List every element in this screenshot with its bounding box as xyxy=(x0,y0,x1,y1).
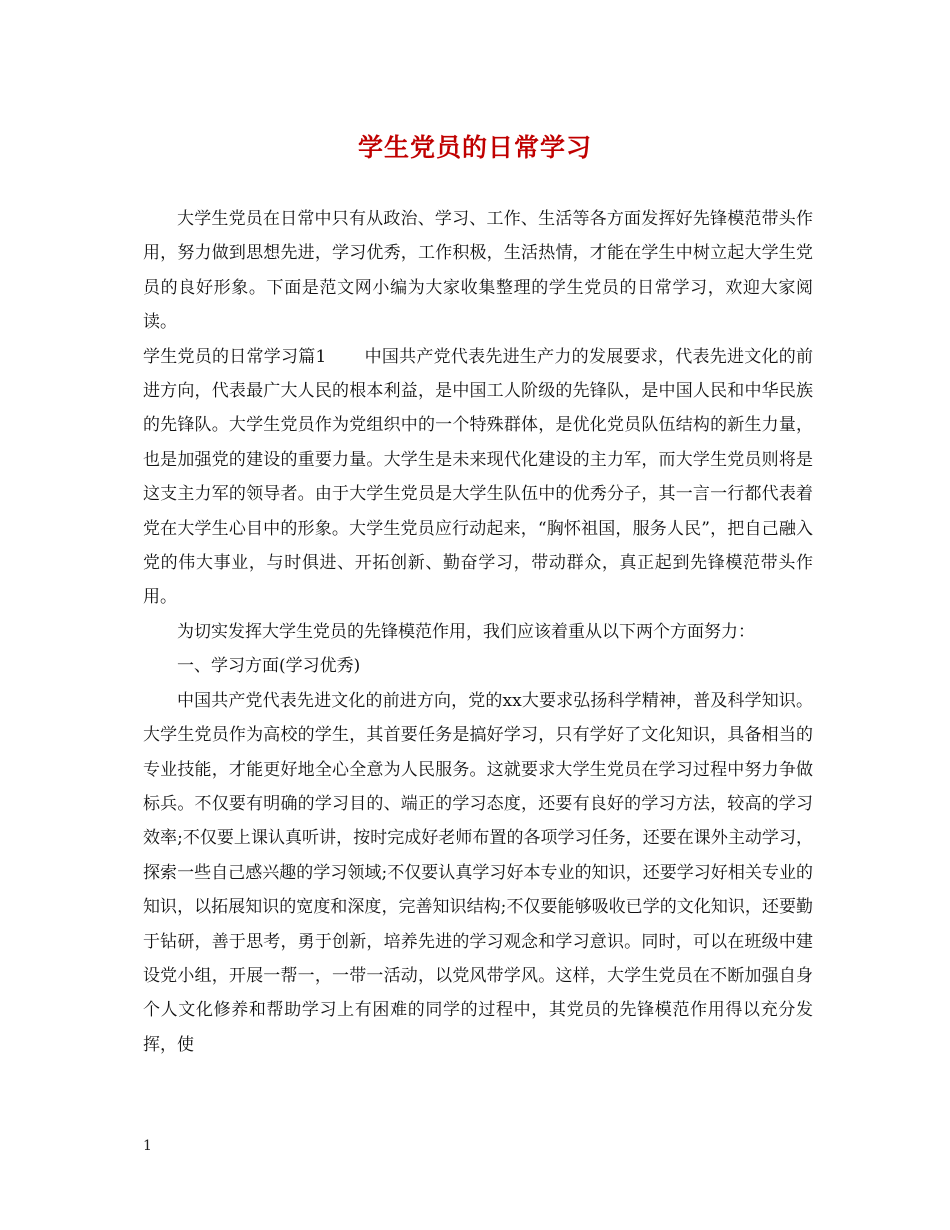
section-label: 学生党员的日常学习篇1 xyxy=(143,346,327,367)
section-text: 中国共产党代表先进生产力的发展要求，代表先进文化的前进方向，代表最广大人民的根本利益，是中国工人阶级的先锋队，是中国人民和中华民族的先锋队。大学生党员作为党组织中的一个特殊群体，是优化党员队伍结构的新生力量，也是加强党的建设的重要力量。大学生是未来现代化建设的主力军，而大学生党员则将是这支主力军的领导者。由于大学生党员是大学生队伍中的优秀分子，其一言一行都代表着党在大学生心目中的形象。大学生党员应行动起来，“胸怀祖国，服务人民”，把自己融入党的伟大事业，与时俱进、开拓创新、勤奋学习，带动群众，真正起到先锋模范带头作用。 xyxy=(143,346,813,608)
heading-study: 一、学习方面(学习优秀) xyxy=(177,656,361,677)
study-paragraph: 中国共产党代表先进文化的前进方向，党的xx大要求弘扬科学精神，普及科学知识。大学生党员作为高校的学生，其首要任务是搞好学习，只有学好了文化知识，具备相当的专业技能，才能更好地全心全意为人民服务。这就要求大学生党员在学习过程中努力争做标兵。不仅要有明确的学习目的、端正的学习态度，还要有良好的学习方法，较高的学习效率;不仅要上课认真听讲，按时完成好老师布置的各项学习任务，还要在课外主动学习，探索一些自己感兴趣的学习领域;不仅要认真学习好本专业的知识，还要学习好相关专业的知识，以拓展知识的宽度和深度，完善知识结构;不仅要能够吸收已学的文化知识，还要勤于钻研，善于思考，勇于创新，培养先进的学习观念和学习意识。同时，可以在班级中建设党小组，开展一帮一，一带一活动，以党风带学风。这样，大学生党员在不断加强自身个人文化修养和帮助学习上有困难的同学的过程中，其党员的先锋模范作用得以充分发挥，使 xyxy=(143,690,813,1055)
effort-paragraph: 为切实发挥大学生党员的先锋模范作用，我们应该着重从以下两个方面努力： xyxy=(177,621,755,642)
document-body xyxy=(143,202,813,1062)
section-paragraph xyxy=(143,340,813,615)
document-title: 学生党员的日常学习 xyxy=(357,133,592,162)
page-number: 1 xyxy=(143,1138,152,1154)
intro-paragraph: 大学生党员在日常中只有从政治、学习、工作、生活等各方面发挥好先锋模范带头作用，努力做到思想先进，学习优秀，工作积极，生活热情，才能在学生中树立起大学生党员的良好形象。下面是范文网小编为大家收集整理的学生党员的日常学习，欢迎大家阅读。 xyxy=(143,209,813,333)
